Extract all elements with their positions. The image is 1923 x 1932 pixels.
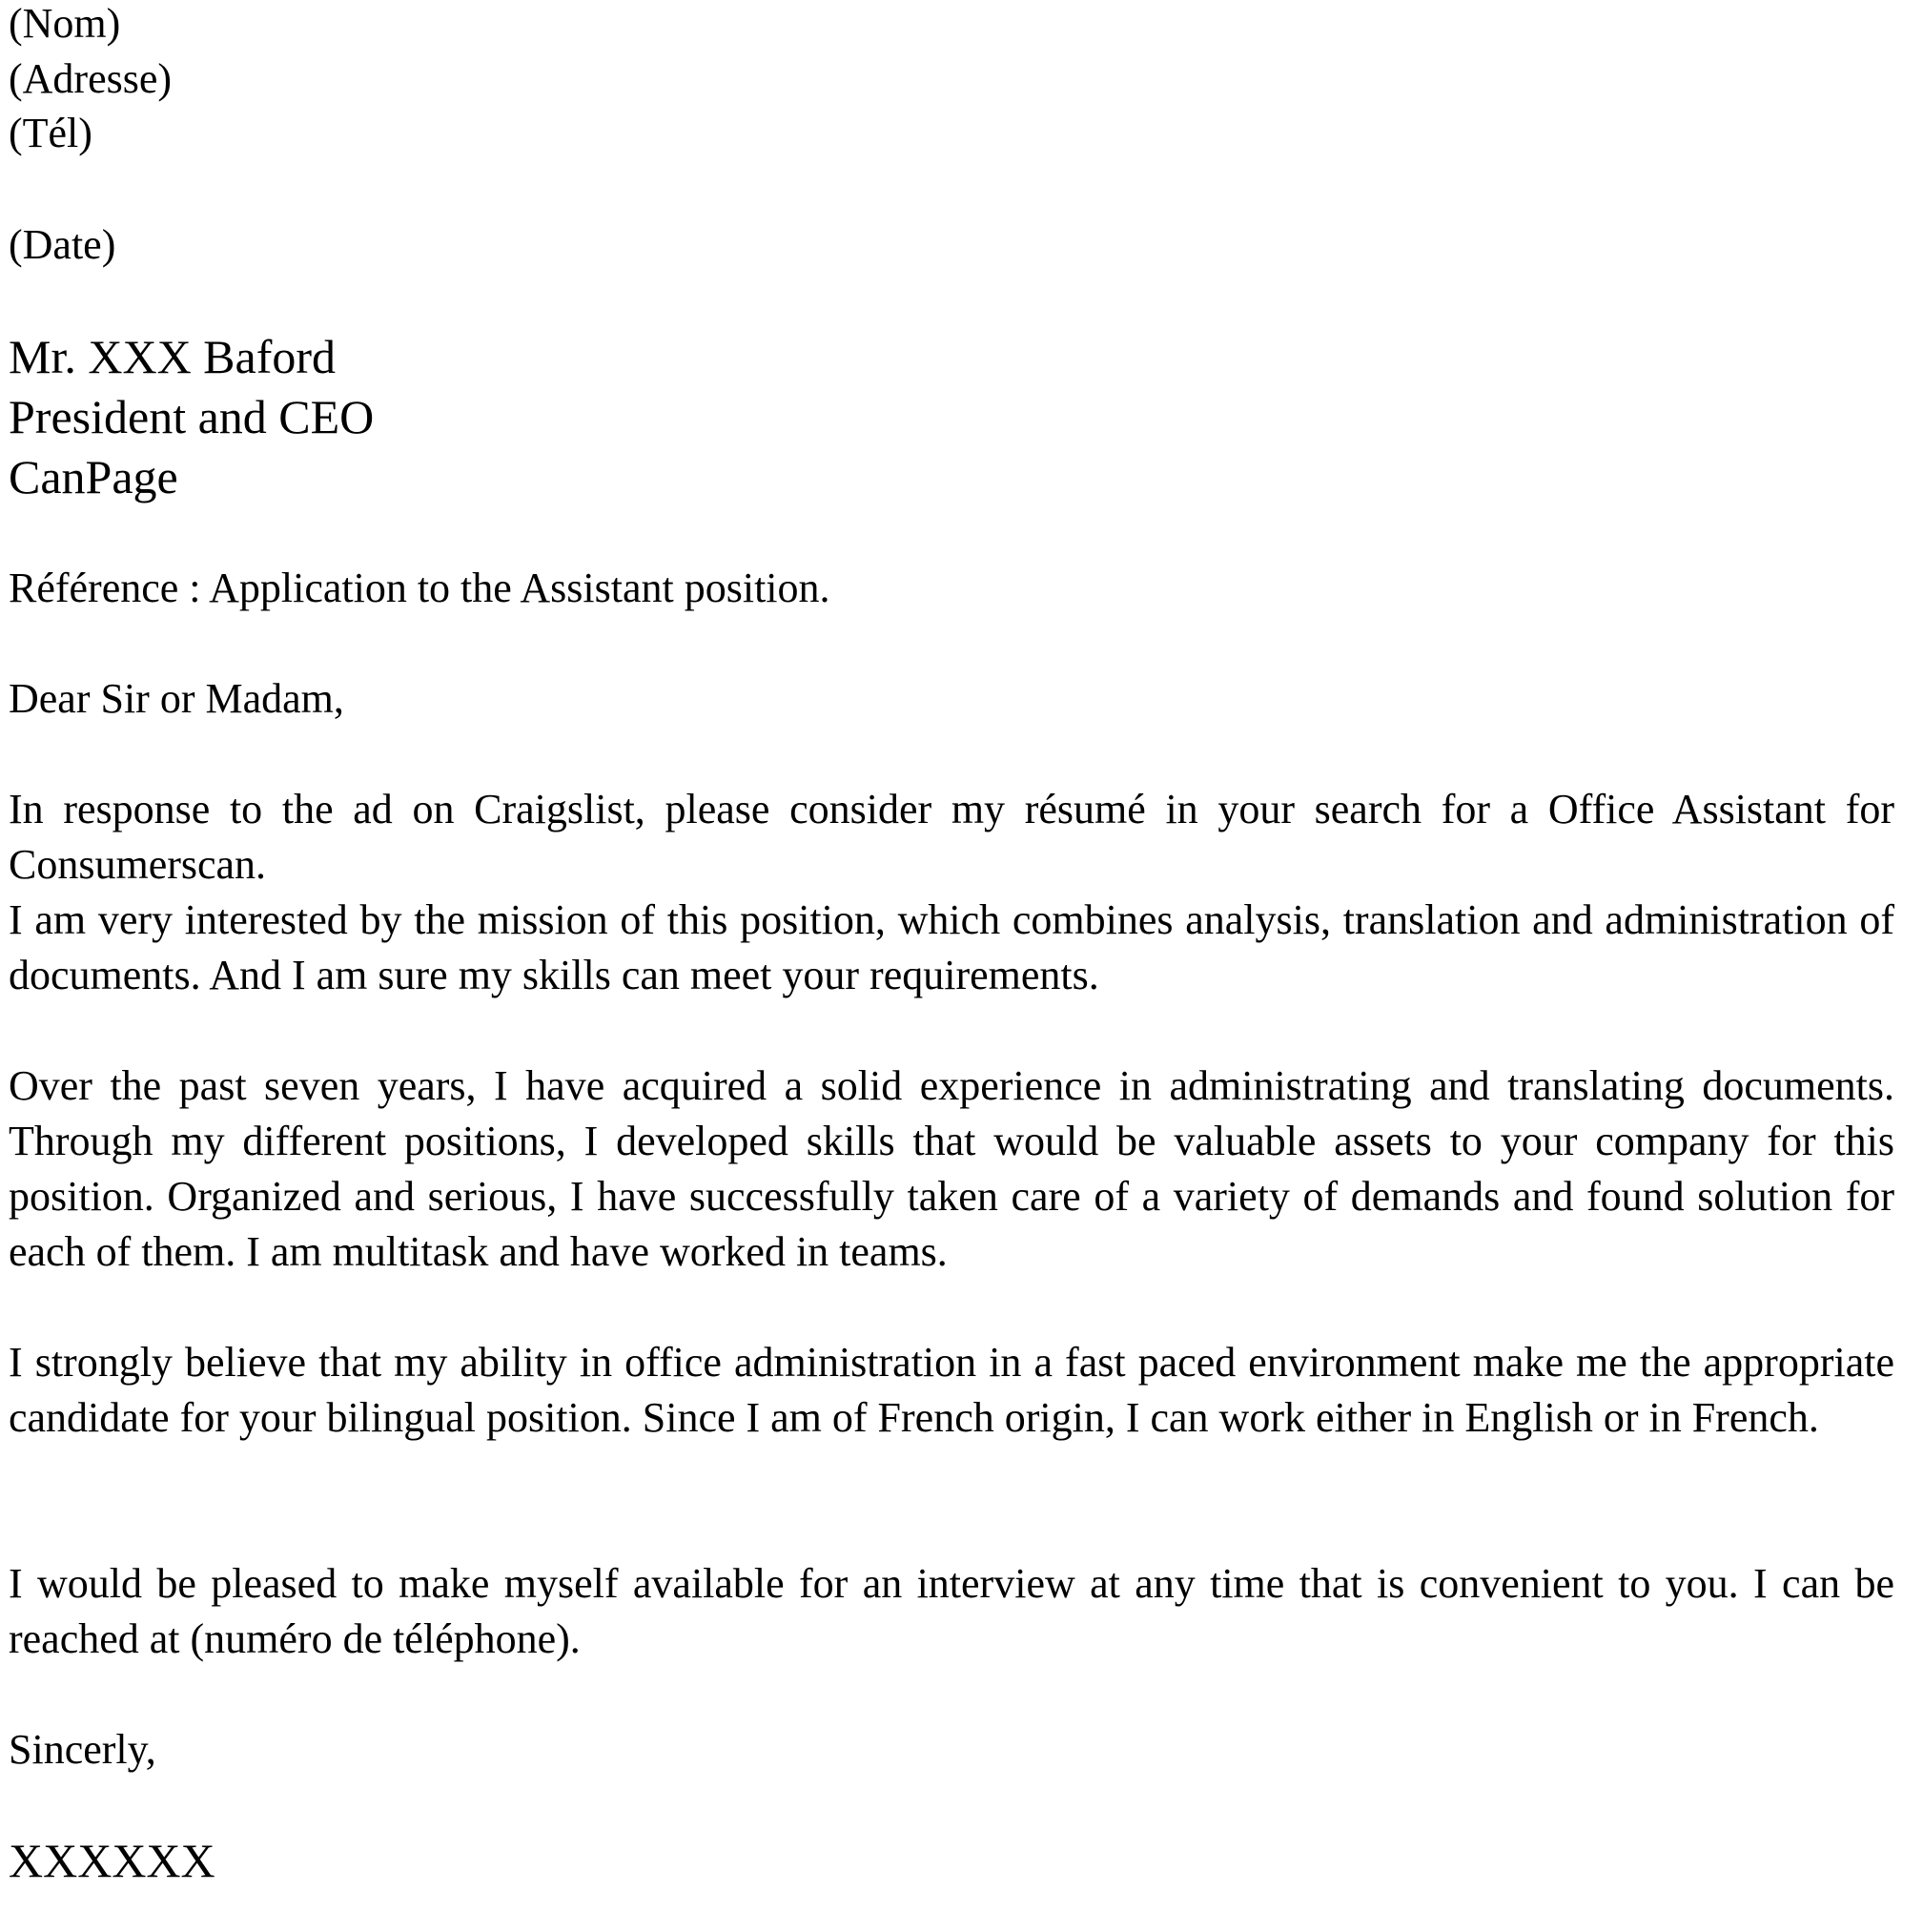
body-paragraph-2 [9,1058,1894,1280]
body-paragraph-3 [9,1335,1894,1446]
sender-phone: (Tél) [9,110,92,156]
sender-name: (Nom) [9,0,121,47]
body-paragraph-1 [9,782,1894,1003]
body-paragraph-4 [9,1556,1894,1667]
recipient-company: CanPage [9,450,178,504]
closing: Sincerly, [9,1726,156,1773]
body-paragraph-4-text: I would be pleased to make myself available for an interview at any time that is convenient to you. I can be reached at (numéro de téléphone). [9,1560,1894,1662]
body-paragraph-1a: In response to the ad on Craigslist, please consider my résumé in your search for a Office Assistant for Consumerscan. [9,786,1894,888]
body-paragraph-3-text: I strongly believe that my ability in office administration in a fast paced environment make me the appropriate candidate for your bilingual position. Since I am of French origin, I can work either in English or in French. [9,1339,1894,1441]
letter-page [9,0,1896,1932]
signature: XXXXXX [9,1834,215,1887]
salutation: Dear Sir or Madam, [9,675,344,722]
body-paragraph-1b: I am very interested by the mission of this position, which combines analysis, translation and administration of documents. And I am sure my skills can meet your requirements. [9,896,1894,998]
body-paragraph-2-text: Over the past seven years, I have acquired a solid experience in administrating and translating documents. Through my different positions, I developed skills that would be valuable assets to your company for this position. Organized and serious, I have successfully taken care of a variety of demands and found solution for each of them. I am multitask and have worked in teams. [9,1062,1894,1275]
recipient-name: Mr. XXX Baford [9,330,337,383]
reference-line: Référence : Application to the Assistant position. [9,565,830,611]
recipient-title: President and CEO [9,390,375,443]
sender-address: (Adresse) [9,55,173,102]
letter-date: (Date) [9,221,116,268]
